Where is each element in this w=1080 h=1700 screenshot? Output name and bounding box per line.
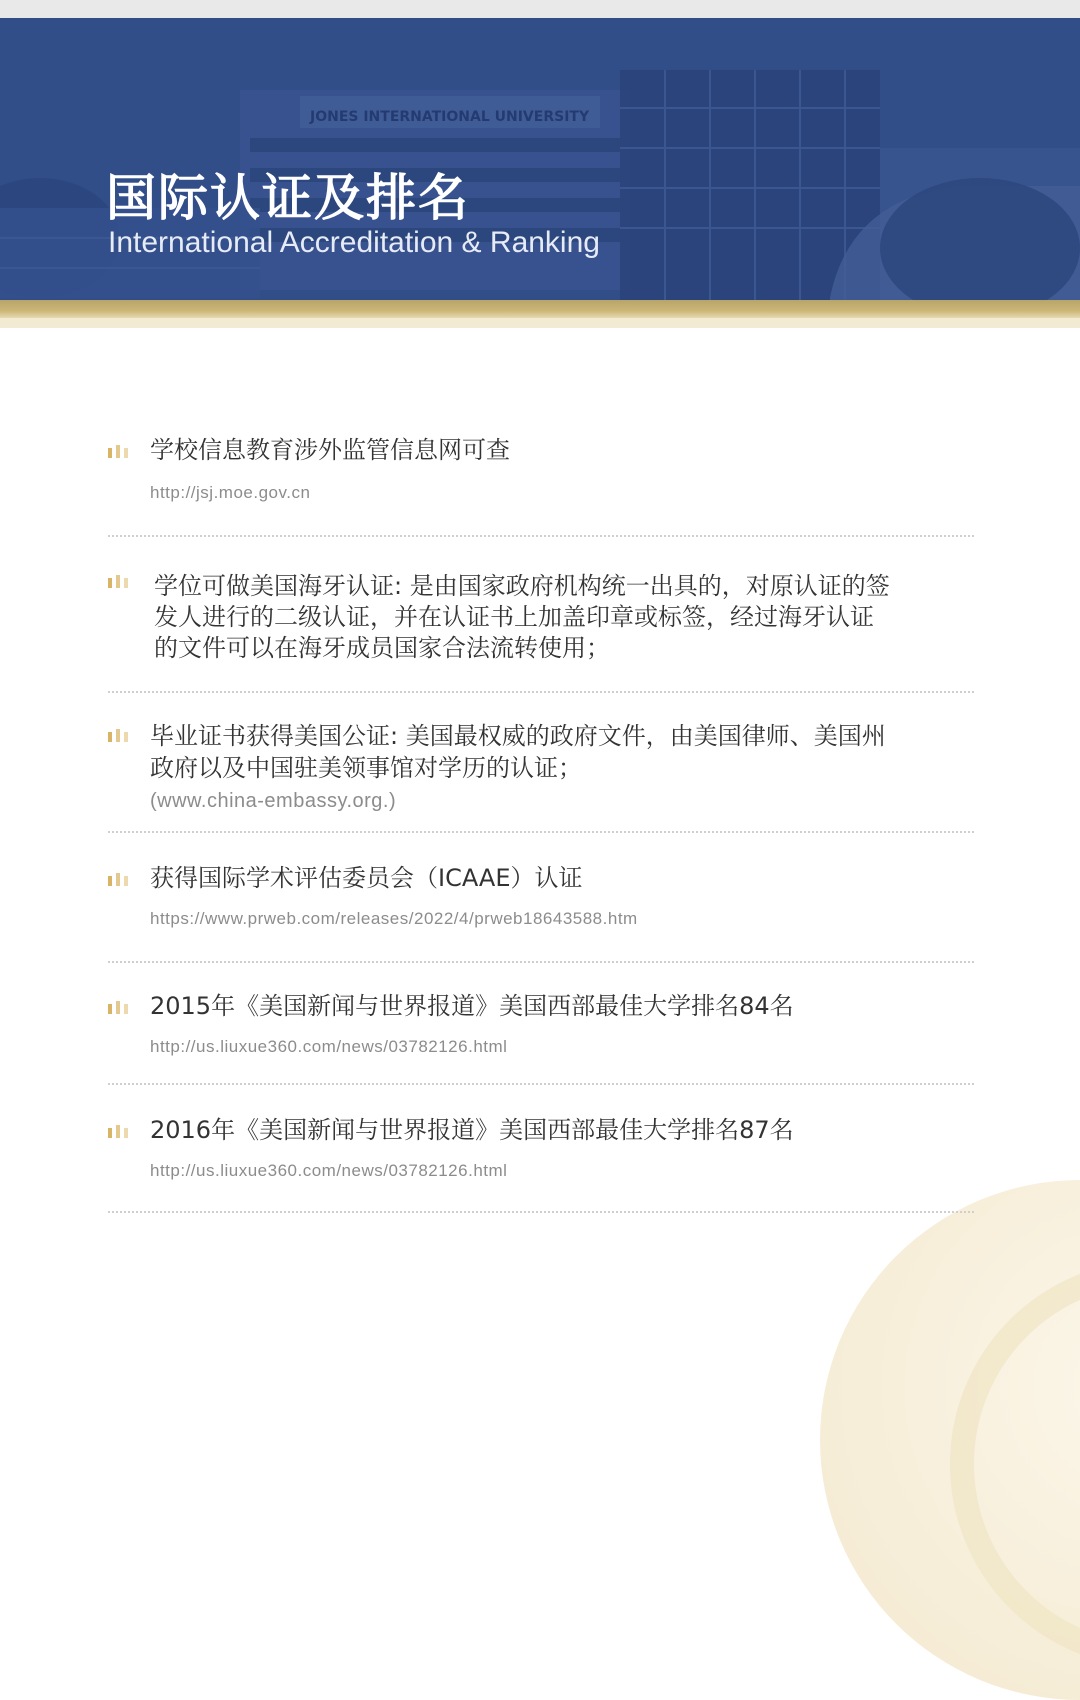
divider: [108, 961, 974, 963]
top-strip: [0, 0, 1080, 20]
bullet-marker-icon: [108, 444, 130, 458]
divider: [108, 691, 974, 693]
list-item: [108, 862, 978, 942]
list-item: [108, 1114, 978, 1194]
item-paragraph-line: 的文件可以在海牙成员国家合法流转使用；: [154, 634, 610, 662]
divider: [108, 1211, 974, 1213]
item-paragraph-line: 毕业证书获得美国公证: 美国最权威的政府文件，由美国律师、美国州: [150, 722, 886, 750]
gold-band-light: [0, 318, 1080, 328]
divider: [108, 831, 974, 833]
building-sign: JONES INTERNATIONAL UNIVERSITY: [310, 109, 590, 125]
item-title: 2015年《美国新闻与世界报道》美国西部最佳大学排名84名: [150, 992, 794, 1020]
item-title: 学校信息教育涉外监管信息网可查: [150, 436, 510, 464]
bullet-marker-icon: [108, 728, 130, 742]
bullet-marker-icon: [108, 574, 130, 588]
list-item: [108, 990, 978, 1070]
bullet-marker-icon: [108, 872, 130, 886]
item-title: 2016年《美国新闻与世界报道》美国西部最佳大学排名87名: [150, 1116, 794, 1144]
page-subtitle: International Accreditation & Ranking: [108, 226, 600, 259]
item-link[interactable]: (www.china-embassy.org.): [150, 790, 397, 812]
divider: [108, 1083, 974, 1085]
item-paragraph-line: 学位可做美国海牙认证: 是由国家政府机构统一出具的，对原认证的签: [154, 572, 890, 600]
gold-band: [0, 300, 1080, 318]
list-item: [108, 434, 978, 514]
item-link[interactable]: https://www.prweb.com/releases/2022/4/prweb18643588.htm: [150, 909, 638, 928]
list-item: [108, 720, 978, 820]
page-title: 国际认证及排名: [106, 169, 470, 227]
header-banner: [0, 18, 1080, 303]
item-link[interactable]: http://jsj.moe.gov.cn: [150, 483, 311, 502]
item-link[interactable]: http://us.liuxue360.com/news/03782126.html: [150, 1037, 508, 1056]
item-paragraph-line: 发人进行的二级认证，并在认证书上加盖印章或标签，经过海牙认证: [154, 603, 874, 631]
item-paragraph-line: 政府以及中国驻美领事馆对学历的认证；: [150, 754, 582, 782]
bullet-marker-icon: [108, 1124, 130, 1138]
item-link[interactable]: http://us.liuxue360.com/news/03782126.html: [150, 1161, 508, 1180]
bullet-marker-icon: [108, 1000, 130, 1014]
list-item: [108, 570, 978, 670]
divider: [108, 535, 974, 537]
item-title: 获得国际学术评估委员会（ICAAE）认证: [150, 864, 583, 892]
